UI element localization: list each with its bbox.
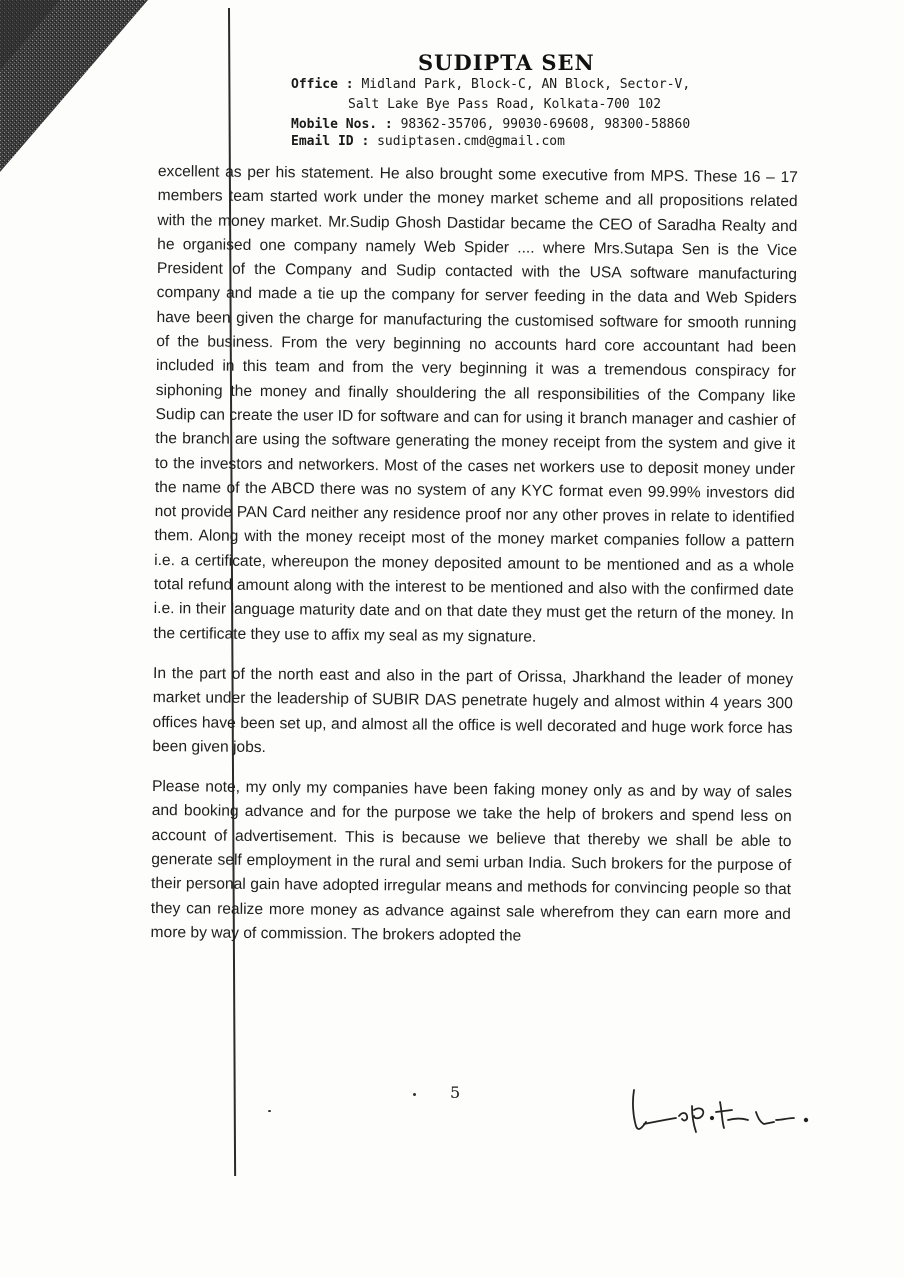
mobile-label: Mobile Nos. : xyxy=(291,117,393,132)
ink-speck xyxy=(268,1110,271,1112)
paragraph-3: Please note, my only my companies have been faking money only as and by way of sales and booking advance and for the purpose we take the help of brokers and spend less on account of advertisement. This is because we believe that thereby we shall be able to generate self employment in the rural and semi urban India. Such brokers for the purpose of their personal gain have adopted irregular means and methods for convincing people so that they can realize more money as advance against sale wherefrom they can earn more and more by way of commission. The brokers adopted the xyxy=(150,778,793,945)
corner-scan-smudge xyxy=(0,0,170,180)
paragraph-1: excellent as per his statement. He also brought some executive from MPS. These 16 – 17 members team started work under the money market scheme and all propositions related with the money market. Mr.Sudip Ghosh Dastidar became the CEO of Saradha Realty and he organised one company namely Web Spider .... where Mrs.Sutapa Sen is the Vice President of the Company and Sudip contacted with the USA software manufacturing company and made a tie up the company for server feeding in the data and Web Spiders have been given the charge for manufacturing the customised software for smooth running of the business. From the very beginning no accounts hard core accountant had been included in this team and from the very beginning it was a tremendous conspiracy for siphoning the money and finally shouldering the all responsibilities of the Company like Sudip can create the user ID for software and can for using it branch manager and cashier of the branch are using the software generating the money receipt from the system and give it to the investors and networkers. Most of the cases net workers use to deposit money under the name of the ABCD there was no system of any KYC format even 99.99% investors did not provide PAN Card neither any residence proof nor any other proves in relate to identified them. Along with the money receipt most of the money market companies follow a pattern i.e. a certificate, whereupon the money deposited amount to be mentioned and as a whole total refund amount along with the interest to be mentioned and also with the confirmed date i.e. in their language maturity date and on that date they must get the return of the money. In the certificate they use to affix my seal as my signature. xyxy=(153,162,798,646)
office-address-line-2 xyxy=(348,97,661,112)
office-address-line-1 xyxy=(291,77,690,92)
handwritten-signature xyxy=(624,1082,829,1142)
email-address: sudiptasen.cmd@gmail.com xyxy=(377,134,565,149)
letterhead-name: SUDIPTA SEN xyxy=(418,50,595,75)
letter-body xyxy=(150,160,798,951)
office-label: Office : xyxy=(291,77,354,92)
mobile-line xyxy=(291,117,690,132)
mobile-numbers: 98362-35706, 99030-69608, 98300-58860 xyxy=(400,117,691,132)
ink-speck xyxy=(413,1093,416,1096)
paragraph-2: In the part of the north east and also in the part of Orissa, Jharkhand the leader of money market under the leadership of SUBIR DAS penetrate hugely and almost within 4 years 300 offices have been set up, and almost all the office is well decorated and huge work force has been given jobs. xyxy=(152,664,794,756)
email-line xyxy=(291,134,565,149)
office-address-2: Salt Lake Bye Pass Road, Kolkata-700 102 xyxy=(348,97,662,112)
office-address-1: Midland Park, Block-C, AN Block, Sector-V, xyxy=(361,77,691,92)
email-label: Email ID : xyxy=(291,134,370,149)
page-number: 5 xyxy=(450,1083,461,1102)
